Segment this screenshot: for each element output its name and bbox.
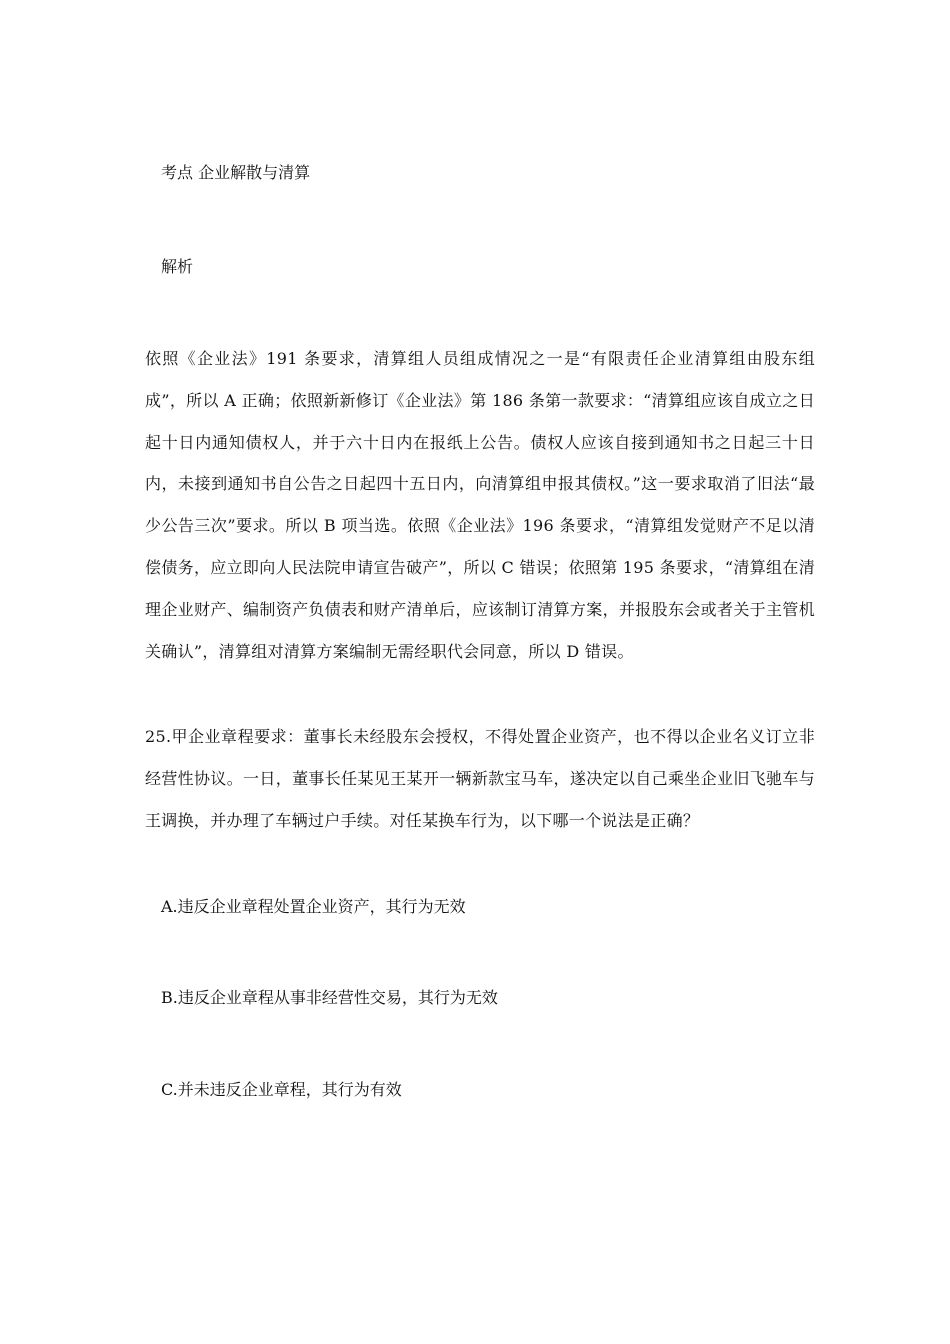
analysis-paragraph: 依照《企业法》191 条要求，清算组人员组成情况之一是“有限责任企业清算组由股东组成”，所以 A 正确；依照新新修订《企业法》第 186 条第一款要求：“清算组应该自成立之日起十日内通知债权人，并于六十日内在报纸上公告。债权人应该自接到通知书之日起三十日内，未接到通知书自公告之日起四十五日内，向清算组申报其债权。”这一要求取消了旧法“最少公告三次”要求。所以 B 项当选。依照《企业法》196 条要求，“清算组发觉财产不足以清偿债务，应立即向人民法院申请宣告破产”，所以 C 错误；依照第 195 条要求，“清算组在清理企业财产、编制资产负债表和财产清单后，应该制订清算方案，并报股东会或者关于主管机关确认”，清算组对清算方案编制无需经职代会同意，所以 D 错误。 (145, 349, 815, 661)
analysis-heading: 解析 (161, 257, 194, 276)
exam-point-heading: 考点 企业解散与清算 (161, 163, 311, 182)
question-stem: 25.甲企业章程要求：董事长未经股东会授权，不得处置企业资产，也不得以企业名义订立非经营性协议。一日，董事长任某见王某开一辆新款宝马车，遂决定以自己乘坐企业旧飞驰车与王调换，并办理了车辆过户手续。对任某换车行为，以下哪一个说法是正确？ (145, 727, 815, 830)
option-c: C.并未违反企业章程，其行为有效 (161, 1080, 402, 1099)
option-b: B.违反企业章程从事非经营性交易，其行为无效 (161, 988, 498, 1007)
option-a: A.违反企业章程处置企业资产，其行为无效 (161, 897, 466, 916)
